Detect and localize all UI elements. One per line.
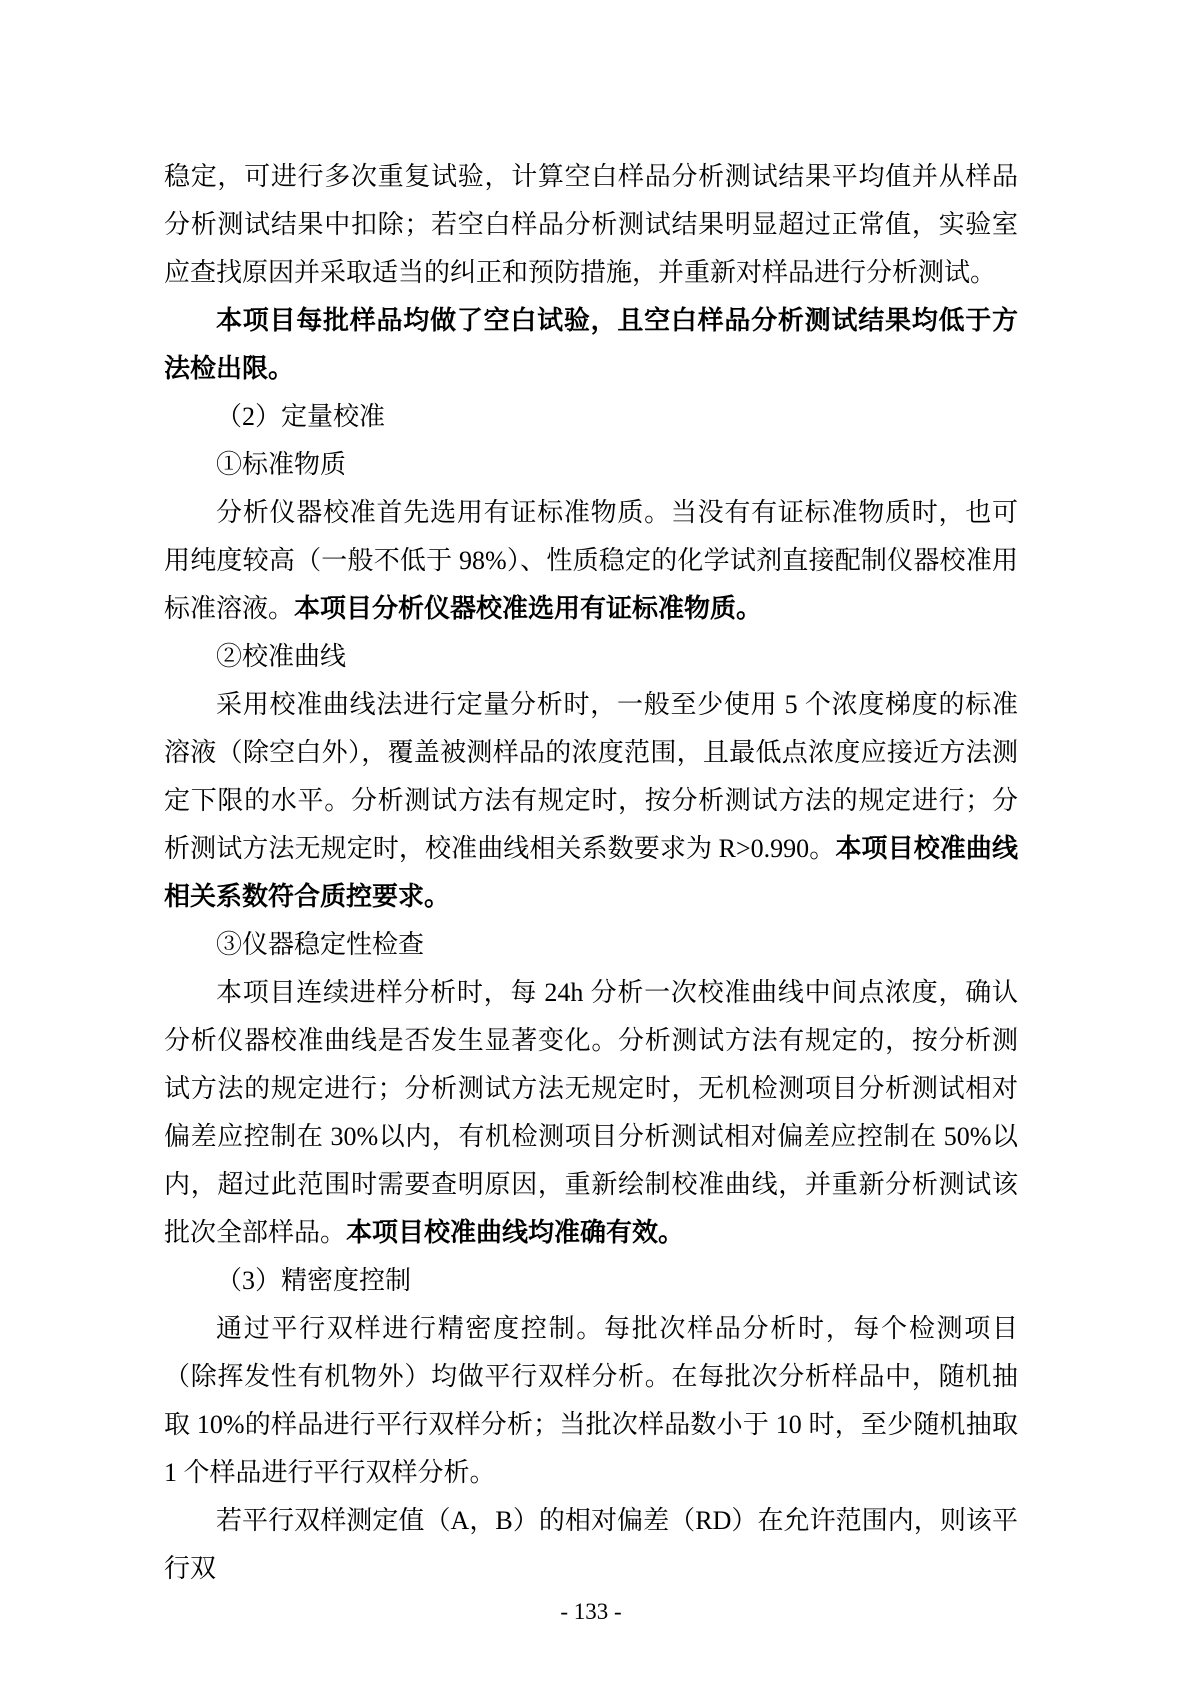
- paragraph-run: 分析仪器校准首先选用有证标准物质。当没有有证标准物质时，也可用纯度较高（一般不低于 98%）、性质稳定的化学试剂直接配制仪器校准用标准溶液。: [164, 498, 1018, 623]
- paragraph-blank-test-conclusion: [164, 297, 1018, 393]
- paragraph-run: ③仪器稳定性检查: [216, 930, 425, 959]
- paragraph-instrument-stability: [164, 969, 1018, 1257]
- paragraph-run: 通过平行双样进行精密度控制。每批次样品分析时，每个检测项目（除挥发性有机物外）均做平行双样分析。在每批次分析样品中，随机抽取 10%的样品进行平行双样分析；当批次样品数小于 10 时，至少随机抽取 1 个样品进行平行双样分析。: [164, 1314, 1018, 1487]
- paragraph-run: 采用校准曲线法进行定量分析时，一般至少使用 5 个浓度梯度的标准溶液（除空白外），覆盖被测样品的浓度范围，且最低点浓度应接近方法测定下限的水平。分析测试方法有规定时，按分析测试方法的规定进行；分析测试方法无规定时，校准曲线相关系数要求为 R>0.990。: [164, 690, 1018, 863]
- heading-instrument-stability-check: [164, 921, 1018, 969]
- paragraph-standard-substance: [164, 489, 1018, 633]
- paragraph-run: （2）定量校准: [216, 402, 386, 431]
- heading-quantitative-calibration: [164, 393, 1018, 441]
- heading-standard-substance: [164, 441, 1018, 489]
- paragraph-run: 本项目连续进样分析时，每 24h 分析一次校准曲线中间点浓度，确认分析仪器校准曲线是否发生显著变化。分析测试方法有规定的，按分析测试方法的规定进行；分析测试方法无规定时，无机检测项目分析测试相对偏差应控制在 30%以内，有机检测项目分析测试相对偏差应控制在 50%以内，超过此范围时需要查明原因，重新绘制校准曲线，并重新分析测试该批次全部样品。: [164, 978, 1018, 1247]
- paragraph-run-bold: 本项目校准曲线相关系数符合质控要求。: [164, 834, 1018, 911]
- paragraph-run: 稳定，可进行多次重复试验，计算空白样品分析测试结果平均值并从样品分析测试结果中扣除；若空白样品分析测试结果明显超过正常值，实验室应查找原因并采取适当的纠正和预防措施，并重新对样品进行分析测试。: [164, 162, 1018, 287]
- paragraph-calibration-curve: [164, 681, 1018, 921]
- paragraph-run: ②校准曲线: [216, 642, 347, 671]
- paragraph-run: 若平行双样测定值（A，B）的相对偏差（RD）在允许范围内，则该平行双: [164, 1506, 1018, 1583]
- paragraph-run: （3）精密度控制: [216, 1266, 412, 1295]
- body-text: [164, 153, 1018, 1593]
- paragraph-parallel-duplicate: [164, 1497, 1018, 1593]
- paragraph-run: ①标准物质: [216, 450, 347, 479]
- heading-calibration-curve: [164, 633, 1018, 681]
- paragraph-precision-control: [164, 1305, 1018, 1497]
- paragraph-blank-test-continuation: [164, 153, 1018, 297]
- page-number: - 133 -: [560, 1599, 622, 1624]
- paragraph-run-bold: 本项目分析仪器校准选用有证标准物质。: [294, 594, 763, 623]
- paragraph-run-bold: 本项目每批样品均做了空白试验，且空白样品分析测试结果均低于方法检出限。: [164, 306, 1018, 383]
- paragraph-run-bold: 本项目校准曲线均准确有效。: [346, 1218, 685, 1247]
- heading-precision-control: [164, 1257, 1018, 1305]
